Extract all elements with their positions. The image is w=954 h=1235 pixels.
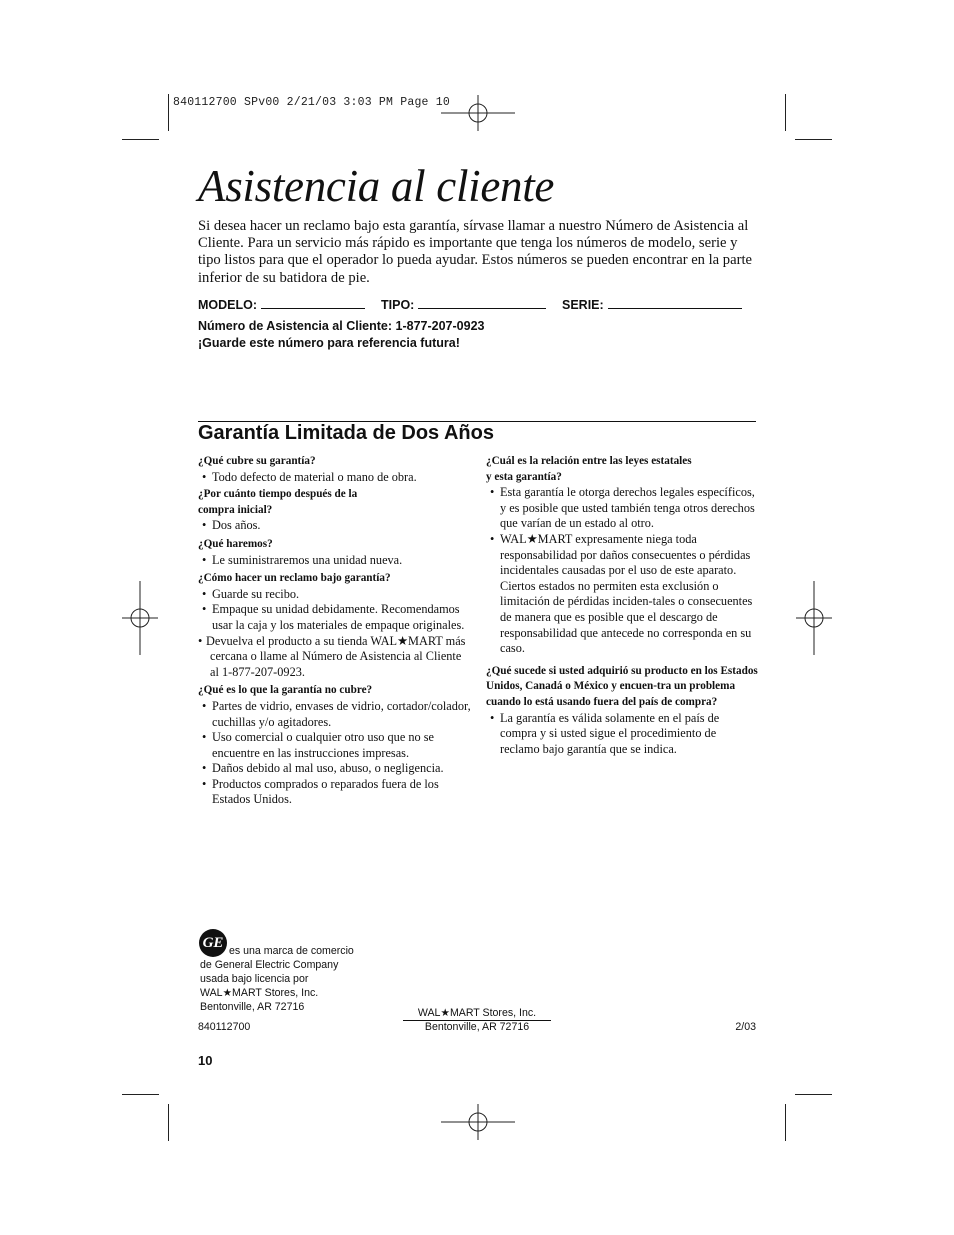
exclusion-commercial-use: • Uso comercial o cualquier otro uso que no se encuentre en las instrucciones impresas.	[198, 730, 472, 761]
crop-mark-top-right-h	[795, 139, 832, 140]
exclusion-misuse: • Daños debido al mal uso, abuso, o negligencia.	[198, 761, 472, 777]
crop-mark-top-left-h	[122, 139, 159, 140]
question-what-we-do: ¿Qué haremos?	[198, 537, 273, 550]
question-duration	[198, 487, 472, 518]
walmart-name: WAL★MART Stores, Inc.	[417, 1007, 537, 1019]
question-state-laws-line1: ¿Cuál es la relación entre las leyes estatales	[486, 455, 692, 467]
answer-liability-disclaimer: • WAL★MART expresamente niega toda responsabilidad por daños consecuentes o pérdidas incidentales causadas por el uso de este aparato. Ciertos estados no permiten esta exclusión o limitación de pérdidas inciden-tales o consecuentes de manera que es posible que el descargo de responsabilidad que antecede no corresponda en su caso.	[486, 532, 758, 657]
crop-mark-bottom-left-h	[122, 1094, 159, 1095]
crop-mark-bottom-right-h	[795, 1094, 832, 1095]
printer-slug: 840112700 SPv00 2/21/03 3:03 PM Page 10	[173, 96, 450, 109]
trademark-line3: usada bajo licencia por	[200, 973, 309, 985]
question-how-to-claim: ¿Cómo hacer un reclamo bajo garantía?	[198, 572, 391, 585]
serial-field	[562, 296, 742, 312]
registration-mark-bottom-icon	[441, 1104, 515, 1140]
registration-mark-left-icon	[122, 581, 158, 655]
registration-mark-right-icon	[796, 581, 832, 655]
answer-coverage: • Todo defecto de material o mano de obra.	[198, 470, 472, 486]
crop-mark-top-left-v	[168, 94, 169, 131]
question-purchase-country: ¿Qué sucede si usted adquirió su producto en los Estados Unidos, Canadá o México y encuen-tra un problema cuando lo está usando fuera del país de compra?	[486, 664, 758, 708]
model-blank	[261, 296, 365, 309]
trademark-line2: de General Electric Company	[200, 959, 339, 971]
assistance-note: ¡Guarde este número para referencia futura!	[198, 336, 460, 350]
question-duration-line2: compra inicial?	[198, 503, 273, 516]
answer-duration: • Dos años.	[198, 518, 472, 534]
exclusion-glass-parts: • Partes de vidrio, envases de vidrio, cortador/colador, cuchillas y/o agitadores.	[198, 699, 472, 730]
ge-logo-icon: GE	[199, 929, 227, 957]
model-label: MODELO:	[198, 298, 258, 312]
product-code: 840112700	[198, 1021, 251, 1033]
question-state-laws	[486, 454, 758, 485]
question-coverage: ¿Qué cubre su garantía?	[198, 455, 316, 467]
crop-mark-bottom-left-v	[168, 1104, 169, 1141]
serial-label: SERIE:	[562, 298, 604, 312]
serial-blank	[608, 296, 742, 309]
answer-pack-unit: • Empaque su unidad debidamente. Recomendamos usar la caja y los materiales de empaque originales.	[198, 602, 472, 633]
answer-purchase-country: • La garantía es válida solamente en el país de compra y si usted sigue el procedimiento de reclamo bajo garantía que se indica.	[486, 711, 758, 758]
print-date: 2/03	[735, 1021, 756, 1033]
assistance-block	[198, 318, 484, 352]
type-blank	[418, 296, 546, 309]
trademark-line1: es una marca de comercio	[229, 945, 354, 957]
registration-mark-top-icon	[441, 95, 515, 131]
warranty-right-column	[486, 454, 758, 757]
warranty-left-column	[198, 454, 472, 808]
trademark-details	[200, 958, 338, 1014]
trademark-line4: WAL★MART Stores, Inc.	[200, 987, 319, 999]
intro-paragraph: Si desea hacer un reclamo bajo esta garantía, sírvase llamar a nuestro Número de Asistencia al Cliente. Para un servicio más rápido es importante que tenga los números de modelo, serie y tipo listos para que el operador lo pueda ayudar. Estos números se pueden encontrar en la parte inferior de su batidora de pie.	[198, 218, 752, 286]
walmart-address: Bentonville, AR 72716	[424, 1021, 530, 1033]
answer-keep-receipt: • Guarde su recibo.	[198, 587, 472, 603]
page-title: Asistencia al cliente	[198, 161, 555, 211]
crop-mark-top-right-v	[785, 94, 786, 131]
model-field	[198, 296, 365, 312]
trademark-line5: Bentonville, AR 72716	[200, 1001, 305, 1013]
assistance-number: Número de Asistencia al Cliente: 1-877-207-0923	[198, 319, 485, 333]
answer-legal-rights: • Esta garantía le otorga derechos legales específicos, y es posible que usted también tenga otros derechos que varían de un estado al otro.	[486, 485, 758, 532]
type-label: TIPO:	[381, 298, 415, 312]
answer-what-we-do: • Le suministraremos una unidad nueva.	[198, 553, 472, 569]
question-state-laws-line2: y esta garantía?	[486, 470, 562, 483]
page-number: 10	[198, 1053, 213, 1068]
answer-return-product: • Devuelva el producto a su tienda WAL★MART más cercana o llame al Número de Asistencia al Cliente al 1-877-207-0923.	[198, 634, 472, 681]
crop-mark-bottom-right-v	[785, 1104, 786, 1141]
exclusion-outside-us: • Productos comprados o reparados fuera de los Estados Unidos.	[198, 777, 472, 808]
type-field	[381, 296, 546, 312]
question-duration-line1: ¿Por cuánto tiempo después de la	[198, 488, 358, 501]
question-not-covered: ¿Qué es lo que la garantía no cubre?	[198, 684, 373, 697]
warranty-heading: Garantía Limitada de Dos Años	[198, 422, 494, 444]
